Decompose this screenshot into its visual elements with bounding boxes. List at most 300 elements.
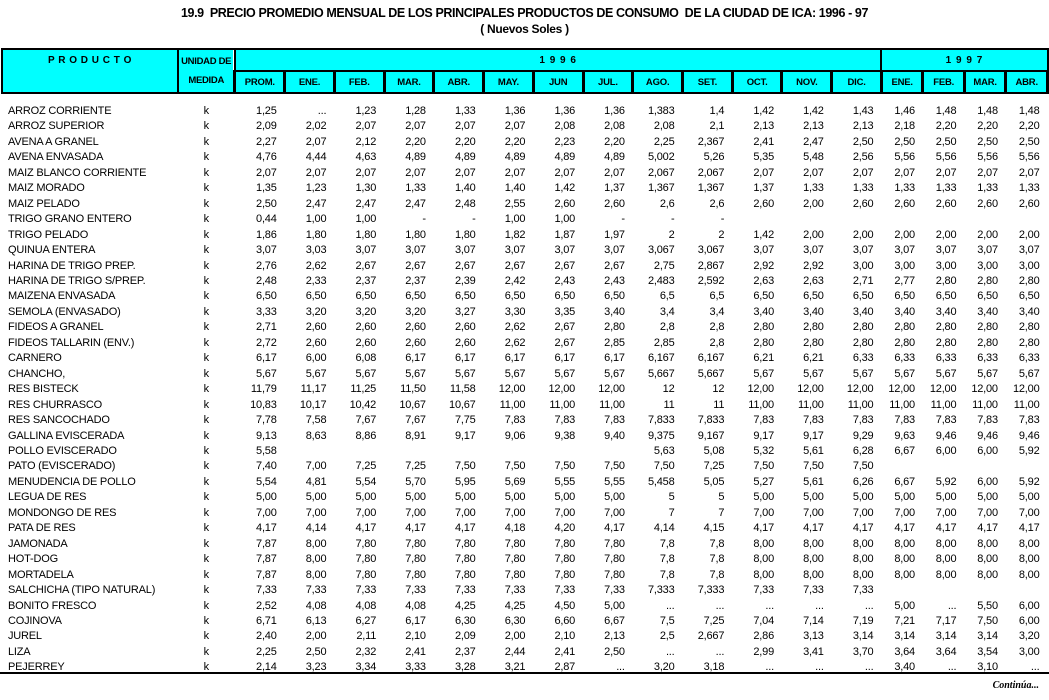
value-cell: 8,00 <box>305 568 327 581</box>
value-cell: 4,14 <box>653 522 675 535</box>
value-cell: 2,12 <box>355 135 377 148</box>
value-cell: 2,80 <box>977 321 998 334</box>
product-name: FIDEOS TALLARIN (ENV.) <box>8 336 135 349</box>
value-cell: 7,40 <box>256 460 277 473</box>
table-row <box>2 459 1048 474</box>
value-cell: 9,63 <box>894 429 915 442</box>
value-cell: 5,48 <box>803 151 824 164</box>
value-cell: 12,00 <box>498 383 526 396</box>
value-cell: 7,33 <box>852 584 874 597</box>
value-cell: 5,00 <box>604 491 625 504</box>
value-cell: 3,40 <box>852 305 874 318</box>
value-cell: ... <box>947 661 957 674</box>
value-cell: 4,15 <box>703 522 725 535</box>
value-cell <box>881 459 922 474</box>
value-cell: 2,8 <box>709 321 725 334</box>
unit-cell: k <box>203 506 210 519</box>
value-cell: 7,33 <box>504 584 526 597</box>
value-cell: 7,80 <box>355 553 377 566</box>
value-cell: 2,92 <box>753 259 774 272</box>
value-cell: 1,42 <box>554 182 576 195</box>
value-cell: 6,00 <box>305 352 327 365</box>
value-cell: 7,8 <box>659 553 675 566</box>
value-cell: 2,80 <box>977 336 998 349</box>
value-cell: 6,50 <box>803 290 824 303</box>
value-cell: 5,58 <box>256 444 277 457</box>
value-cell: 5,56 <box>894 151 915 164</box>
value-cell: 2,13 <box>753 120 774 133</box>
value-cell: 5,667 <box>647 367 675 380</box>
value-cell: 2,80 <box>977 274 998 287</box>
month-column-header: ABR. <box>434 71 484 93</box>
unit-cell: k <box>203 321 210 334</box>
value-cell: 7,80 <box>405 553 426 566</box>
value-cell: 7,00 <box>1018 506 1040 519</box>
value-cell: 3,00 <box>977 259 998 272</box>
value-cell <box>732 212 782 227</box>
unit-cell: k <box>203 166 210 179</box>
value-cell: 7,00 <box>604 506 625 519</box>
month-column-header: SET. <box>683 71 733 93</box>
month-column-header: NOV. <box>782 71 832 93</box>
value-cell: 2,80 <box>852 336 874 349</box>
value-cell <box>384 444 434 459</box>
value-cell: 2,00 <box>803 228 824 241</box>
value-cell: 7,87 <box>256 568 277 581</box>
value-cell: ... <box>815 599 824 612</box>
value-cell: 12,00 <box>971 383 998 396</box>
unit-cell: k <box>203 568 210 581</box>
value-cell: 5,00 <box>504 491 526 504</box>
value-cell: 3,10 <box>977 661 998 674</box>
value-cell: 6,00 <box>1018 599 1040 612</box>
table-row <box>2 351 1048 366</box>
value-cell: 2,80 <box>604 321 625 334</box>
value-cell: 2,00 <box>935 228 957 241</box>
value-cell: 5,63 <box>653 444 675 457</box>
value-cell: 7,8 <box>709 553 725 566</box>
value-cell: 6,13 <box>305 614 327 627</box>
value-cell: 7,33 <box>604 584 625 597</box>
value-cell: 7,50 <box>852 460 874 473</box>
value-cell: 2,43 <box>554 274 576 287</box>
value-cell: 1,80 <box>454 228 476 241</box>
value-cell: 2,07 <box>935 166 957 179</box>
value-cell: 7,83 <box>852 414 874 427</box>
value-cell <box>782 212 832 227</box>
value-cell: 1,33 <box>405 182 426 195</box>
value-cell: 8,91 <box>405 429 426 442</box>
value-cell: 2,80 <box>935 321 957 334</box>
value-cell: 5,67 <box>554 367 576 380</box>
value-cell: 1,33 <box>935 182 957 195</box>
value-cell: 11,17 <box>300 383 327 396</box>
value-cell: 3,07 <box>355 244 377 257</box>
value-cell: 7,83 <box>604 414 625 427</box>
value-cell: 1,37 <box>753 182 774 195</box>
value-cell: 5,67 <box>753 367 774 380</box>
value-cell: 7,8 <box>709 568 725 581</box>
value-cell: 2,1 <box>709 120 725 133</box>
unit-cell: k <box>203 151 210 164</box>
value-cell: 7,83 <box>554 414 576 427</box>
product-name: RES SANCOCHADO <box>8 414 110 427</box>
value-cell: 8,00 <box>977 537 998 550</box>
value-cell: 3,07 <box>1018 244 1040 257</box>
product-name: SALCHICHA (TIPO NATURAL) <box>8 584 156 597</box>
value-cell: 3,54 <box>977 645 998 658</box>
table-body <box>2 93 1048 676</box>
value-cell: 7,75 <box>454 414 476 427</box>
value-cell: 3,07 <box>554 244 576 257</box>
value-cell: 12,00 <box>598 383 625 396</box>
value-cell: 8,00 <box>977 553 998 566</box>
value-cell <box>923 459 964 474</box>
value-cell: 1,4 <box>709 105 725 117</box>
value-cell: 3,20 <box>1018 630 1040 643</box>
value-cell: 2,20 <box>454 135 476 148</box>
value-cell: 7,25 <box>703 460 725 473</box>
value-cell: 7,00 <box>504 506 526 519</box>
value-cell: 6,50 <box>604 290 625 303</box>
value-cell: 6,50 <box>894 290 915 303</box>
value-cell: 3,64 <box>894 645 915 658</box>
value-cell: 11,50 <box>400 383 426 396</box>
value-cell: 3,14 <box>977 630 998 643</box>
table-row <box>2 398 1048 413</box>
unit-cell: k <box>203 475 210 488</box>
month-column-header: OCT. <box>732 71 782 93</box>
value-cell: 2,60 <box>852 197 874 210</box>
value-cell: 1,48 <box>935 105 957 117</box>
value-cell: 3,4 <box>659 305 675 318</box>
value-cell <box>583 444 633 459</box>
value-cell: 5,67 <box>935 367 957 380</box>
value-cell: 6,50 <box>405 290 426 303</box>
product-name: JAMONADA <box>8 537 68 550</box>
value-cell: 2,71 <box>852 274 874 287</box>
value-cell: 2,86 <box>753 630 774 643</box>
value-cell: 3,40 <box>894 661 915 674</box>
value-cell: 1,00 <box>554 213 576 226</box>
value-cell <box>1006 583 1048 598</box>
product-name: AVENA A GRANEL <box>8 135 99 148</box>
value-cell: 11,00 <box>889 398 915 411</box>
value-cell: 4,18 <box>504 522 526 535</box>
value-cell: 2,23 <box>554 135 576 148</box>
month-column-header: FEB. <box>923 71 964 93</box>
value-cell: 8,00 <box>1018 537 1040 550</box>
value-cell: 2,067 <box>697 166 725 179</box>
value-cell: 2,67 <box>554 336 576 349</box>
value-cell: 8,00 <box>935 537 957 550</box>
value-cell: 7,80 <box>554 553 576 566</box>
value-cell: 6,167 <box>647 352 675 365</box>
value-cell: 2,07 <box>405 166 426 179</box>
table-row <box>2 583 1048 598</box>
value-cell: 2,60 <box>305 321 327 334</box>
value-cell: 8,00 <box>852 568 874 581</box>
value-cell: 6,50 <box>454 290 476 303</box>
value-cell: 4,08 <box>305 599 327 612</box>
value-cell: 1,37 <box>604 182 625 195</box>
value-cell: 4,17 <box>454 522 476 535</box>
value-cell: 1,97 <box>604 228 625 241</box>
value-cell: 8,00 <box>803 553 824 566</box>
value-cell: 2,07 <box>803 166 824 179</box>
value-cell: 1,33 <box>803 182 824 195</box>
value-cell: 7,8 <box>659 568 675 581</box>
page-title: 19.9 PRECIO PROMEDIO MENSUAL DE LOS PRINCIPALES PRODUCTOS DE CONSUMO DE LA CIUDAD DE ICA: 1996 - 97 <box>180 6 869 20</box>
value-cell: 2,80 <box>1018 274 1040 287</box>
value-cell: 6,50 <box>305 290 327 303</box>
value-cell: 6,50 <box>504 290 526 303</box>
value-cell: 2,13 <box>803 120 824 133</box>
value-cell: 2,00 <box>852 228 874 241</box>
value-cell: 6,08 <box>355 352 377 365</box>
table-row <box>2 320 1048 335</box>
value-cell: 3,00 <box>1018 645 1040 658</box>
value-cell: 1,80 <box>305 228 327 241</box>
product-name: BONITO FRESCO <box>8 599 97 612</box>
value-cell: 5,67 <box>852 367 874 380</box>
value-cell: 3,40 <box>803 305 824 318</box>
value-cell: 6,00 <box>977 475 998 488</box>
value-cell: - <box>422 213 426 226</box>
value-cell: 8,00 <box>305 537 327 550</box>
value-cell: 7,80 <box>554 568 576 581</box>
value-cell: 7,17 <box>935 614 957 627</box>
value-cell: 1,87 <box>554 228 576 241</box>
value-cell: 3,23 <box>305 661 327 674</box>
unit-cell: k <box>203 228 210 241</box>
value-cell: 2,62 <box>504 321 526 334</box>
table-row <box>2 259 1048 274</box>
value-cell: 2,47 <box>405 197 426 210</box>
value-cell: 3,35 <box>554 305 576 318</box>
value-cell: 4,89 <box>405 151 426 164</box>
value-cell: 1,46 <box>894 105 915 117</box>
month-column-header: DIC. <box>832 71 882 93</box>
product-name: LIZA <box>8 645 31 658</box>
value-cell: 6,00 <box>935 444 957 457</box>
value-cell: 2,367 <box>697 135 725 148</box>
value-cell: 8,00 <box>753 568 774 581</box>
value-cell: 2,41 <box>753 135 774 148</box>
value-cell: 2,50 <box>1018 135 1040 148</box>
value-cell: 2,60 <box>554 197 576 210</box>
value-cell: 3,07 <box>977 244 998 257</box>
table-row <box>2 413 1048 428</box>
value-cell: 5,00 <box>305 491 327 504</box>
value-cell: 7,25 <box>405 460 426 473</box>
value-cell: 4,50 <box>554 599 576 612</box>
year-group-1996: 1 9 9 6 <box>235 49 882 71</box>
value-cell: 6,00 <box>1018 614 1040 627</box>
value-cell: 2,07 <box>977 166 998 179</box>
value-cell: 11,00 <box>930 398 957 411</box>
value-cell: 5,95 <box>454 475 476 488</box>
value-cell: 2,42 <box>504 274 526 287</box>
value-cell: 3,40 <box>894 305 915 318</box>
value-cell: 1,00 <box>355 213 377 226</box>
month-column-header: JUN <box>533 71 583 93</box>
table-row <box>2 119 1048 134</box>
value-cell: 11,00 <box>499 398 526 411</box>
value-cell: 7,80 <box>405 537 426 550</box>
value-cell: 6,17 <box>504 352 526 365</box>
value-cell: 5,35 <box>753 151 774 164</box>
value-cell: 12 <box>662 383 675 396</box>
value-cell: 11,25 <box>350 383 377 396</box>
product-name: MONDONGO DE RES <box>8 506 117 519</box>
value-cell: 7,833 <box>697 414 725 427</box>
value-cell: 2,07 <box>1018 166 1040 179</box>
value-cell: 1,383 <box>647 105 675 117</box>
value-cell: 2,09 <box>256 120 277 133</box>
value-cell: 5,92 <box>1018 444 1040 457</box>
table-row <box>2 629 1048 644</box>
table-row <box>2 490 1048 505</box>
value-cell: 1,33 <box>454 105 476 117</box>
value-cell: - <box>720 213 725 226</box>
value-cell: 2,667 <box>697 630 725 643</box>
value-cell: 2,11 <box>356 630 377 643</box>
value-cell: 6,67 <box>894 475 915 488</box>
value-cell: 6,26 <box>852 475 874 488</box>
value-cell: 5,00 <box>894 599 915 612</box>
value-cell: 2,50 <box>305 645 327 658</box>
value-cell: 6,33 <box>935 352 957 365</box>
table-row <box>2 93 1048 119</box>
value-cell: 5,92 <box>935 475 957 488</box>
value-cell: 2,80 <box>852 321 874 334</box>
value-cell: 7,8 <box>709 537 725 550</box>
value-cell: 3,00 <box>894 259 915 272</box>
value-cell <box>881 583 922 598</box>
value-cell: 4,17 <box>852 522 874 535</box>
unit-header-line1: UNIDAD DE <box>181 56 232 67</box>
value-cell: 2,6 <box>659 197 675 210</box>
unit-column-header <box>178 49 235 93</box>
month-column-header: FEB. <box>334 71 384 93</box>
value-cell: 2,67 <box>454 259 476 272</box>
value-cell: 2,85 <box>604 336 625 349</box>
value-cell: 3,40 <box>977 305 998 318</box>
value-cell: 12,00 <box>846 383 874 396</box>
value-cell: 7,14 <box>803 614 824 627</box>
unit-cell: k <box>203 444 210 457</box>
value-cell: 2 <box>718 228 725 241</box>
value-cell: 2,25 <box>653 135 675 148</box>
product-name: GALLINA EVISCERADA <box>8 429 125 442</box>
value-cell: 5,56 <box>977 151 998 164</box>
value-cell: 2,00 <box>1018 228 1040 241</box>
table-row <box>2 336 1048 351</box>
value-cell: 7,25 <box>703 614 725 627</box>
value-cell: 3,27 <box>454 305 476 318</box>
unit-cell: k <box>203 599 210 612</box>
product-name: CHANCHO, <box>8 367 66 380</box>
value-cell: 5,00 <box>604 599 625 612</box>
value-cell: 3,14 <box>894 630 915 643</box>
value-cell: 6,33 <box>1018 352 1040 365</box>
value-cell: 2,08 <box>604 120 625 133</box>
value-cell: 7,83 <box>935 414 957 427</box>
value-cell: 2,07 <box>355 120 377 133</box>
value-cell: 1,30 <box>355 182 377 195</box>
value-cell: 6,5 <box>659 290 675 303</box>
value-cell: 11,00 <box>798 398 824 411</box>
value-cell: 8,00 <box>852 537 874 550</box>
value-cell: 3,00 <box>935 259 957 272</box>
value-cell: 7,00 <box>405 506 426 519</box>
value-cell: 1,367 <box>697 182 725 195</box>
value-cell: 6,50 <box>852 290 874 303</box>
value-cell: 2,62 <box>504 336 526 349</box>
product-name: POLLO EVISCERADO <box>8 444 117 457</box>
value-cell: 6,28 <box>852 444 874 457</box>
value-cell: ... <box>1030 661 1040 674</box>
value-cell: 3,07 <box>894 244 915 257</box>
value-cell: 7,33 <box>454 584 476 597</box>
value-cell: 5,61 <box>803 475 824 488</box>
product-name: RES BISTECK <box>8 383 79 396</box>
value-cell: 7,50 <box>803 460 824 473</box>
value-cell: 7,00 <box>454 506 476 519</box>
value-cell: 2,87 <box>554 661 576 674</box>
value-cell: 7,80 <box>504 553 526 566</box>
value-cell: 6,30 <box>504 614 526 627</box>
value-cell: 2,10 <box>405 630 426 643</box>
unit-cell: k <box>203 398 210 411</box>
value-cell: 7,833 <box>647 414 675 427</box>
value-cell: 5,00 <box>753 491 774 504</box>
table-row <box>2 537 1048 552</box>
value-cell: 1,48 <box>977 105 998 117</box>
value-cell: 2,44 <box>504 645 526 658</box>
value-cell: 8,00 <box>803 568 824 581</box>
value-cell: 2,07 <box>504 166 526 179</box>
value-cell: 1,42 <box>753 105 774 117</box>
value-cell: 2,07 <box>852 166 874 179</box>
value-cell: 2,02 <box>305 120 327 133</box>
value-cell: 2,07 <box>305 166 327 179</box>
value-cell: 2,67 <box>504 259 526 272</box>
value-cell: 7,80 <box>454 553 476 566</box>
unit-cell: k <box>203 367 210 380</box>
value-cell: 6,21 <box>753 352 774 365</box>
value-cell: 1,23 <box>305 182 327 195</box>
value-cell: 2,67 <box>405 259 426 272</box>
value-cell: 3,14 <box>852 630 874 643</box>
value-cell: 3,40 <box>604 305 625 318</box>
value-cell: 7,67 <box>355 414 377 427</box>
value-cell: 7,19 <box>852 614 874 627</box>
value-cell: 2,50 <box>935 135 957 148</box>
value-cell: 6,30 <box>454 614 476 627</box>
value-cell: 7,33 <box>305 584 327 597</box>
value-cell: 6,67 <box>604 614 625 627</box>
table-row <box>2 521 1048 536</box>
value-cell: 2,483 <box>647 274 675 287</box>
value-cell: 2,48 <box>454 197 476 210</box>
value-cell: 3,18 <box>703 661 725 674</box>
value-cell: 5,00 <box>1018 491 1040 504</box>
value-cell: 2,08 <box>554 120 576 133</box>
value-cell: 5,458 <box>647 475 675 488</box>
value-cell: 2,67 <box>604 259 625 272</box>
